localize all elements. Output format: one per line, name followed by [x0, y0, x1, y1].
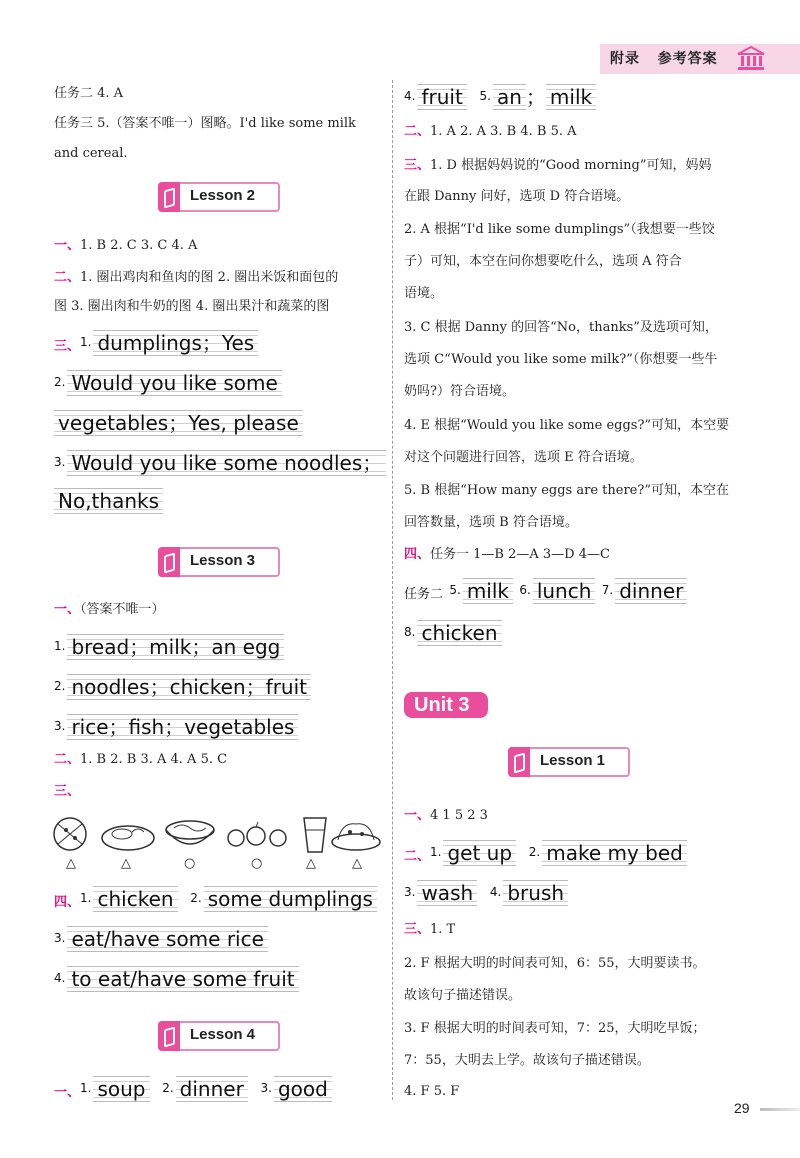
lesson4-title: Lesson 4 — [190, 1026, 256, 1043]
noodle-bowl-icon — [166, 821, 214, 844]
food-pictures — [52, 812, 382, 856]
mark-2: △ — [121, 856, 131, 871]
l3-s4-ans3: eat/have some rice — [67, 926, 267, 952]
l2-section2b: 图 3. 圈出肉和牛奶的图 4. 圈出果汁和蔬菜的图 — [54, 299, 330, 314]
section-marker: 一、 — [404, 808, 431, 823]
header-appendix: 附录 — [610, 51, 640, 67]
r-s4-task2: 任务二 $^{5.}$ milk $^{6.}$ lunch $^{7.}$ dinner — [404, 578, 687, 607]
u3-s2-ans1: get up — [443, 840, 516, 866]
u3-s3-45: 4. F 5. F — [404, 1084, 460, 1099]
l3-s4-row4: $^{4.}$ to eat/have some fruit — [54, 966, 299, 992]
r-s3-5b: 回答数量，选项 B 符合语境。 — [404, 515, 578, 530]
l3-s4-row1: 四、$^{1.}$ chicken $^{2.}$ some dumplings — [54, 886, 377, 915]
l2-s3-ans2a: Would you like some — [67, 370, 281, 396]
l3-section2: 二、1. B 2. B 3. A 4. A 5. C — [54, 752, 228, 767]
lesson-tab-icon — [158, 182, 180, 212]
lesson2-header — [158, 182, 280, 212]
lesson-tab-icon — [158, 1021, 180, 1051]
l3-s1-ans1: bread；milk；an egg — [67, 634, 284, 660]
r-s3-3c: 奶吗?）符合语境。 — [404, 384, 515, 399]
u3-section1: 一、4 1 5 2 3 — [404, 808, 488, 823]
page-number: 29 — [734, 1100, 750, 1116]
mark-3: ○ — [184, 856, 196, 871]
l3-s4-row3: $^{3.}$ eat/have some rice — [54, 926, 268, 952]
r-s3-2a: 2. A 根据“I'd like some dumplings”（我想要一些饺 — [404, 222, 715, 237]
u3-lesson1-title: Lesson 1 — [540, 752, 606, 769]
header-answers: 参考答案 — [657, 51, 718, 67]
l2-s3-item3a: $^{3.}$ Would you like some noodles； — [54, 450, 386, 476]
u3-s2-ans3: wash — [417, 880, 477, 906]
u3-s3-3a: 3. F 根据大明的时间表可知，7：25，大明吃早饭； — [404, 1021, 706, 1036]
page-number-bar — [760, 1108, 800, 1111]
r-s3-4a: 4. E 根据“Would you like some eggs?”可知，本空要 — [404, 418, 730, 433]
juice-glass-icon — [304, 818, 326, 852]
u3-s2-row1: 二、$^{1.}$ get up $^{2.}$ make my bed — [404, 840, 687, 869]
l3-s1-item2: $^{2.}$ noodles；chicken；fruit — [54, 674, 311, 700]
u3-s3-2b: 故该句子描述错误。 — [404, 988, 522, 1003]
lesson2-title: Lesson 2 — [190, 187, 256, 204]
l2-s3-item2b — [54, 410, 303, 436]
column-divider — [392, 80, 393, 1100]
l2-s3-ans2b: vegetables；Yes, please — [54, 410, 303, 436]
l2-section2a: 二、1. 圈出鸡肉和鱼肉的图 2. 圈出米饭和面包的 — [54, 270, 339, 285]
l3-s1-ans3: rice；fish；vegetables — [67, 714, 298, 740]
u3-s3-1: 三、1. T — [404, 922, 456, 937]
r-section2: 二、1. A 2. A 3. B 4. B 5. A — [404, 124, 577, 139]
mark-4: ○ — [251, 856, 263, 871]
l3-s4-ans4: to eat/have some fruit — [67, 966, 298, 992]
header-title — [610, 48, 718, 68]
fruit-icon — [228, 822, 286, 846]
r-ans5a: an — [493, 84, 526, 110]
building-icon — [736, 44, 766, 72]
lesson4-header — [158, 1021, 280, 1051]
r-s3-5a: 5. B 根据“How many eggs are there?”可知，本空在 — [404, 483, 729, 498]
pizza-icon — [54, 818, 86, 850]
u3-s2-row2: $^{3.}$ wash $^{4.}$ brush — [404, 880, 568, 906]
l3-s1-item3: $^{3.}$ rice；fish；vegetables — [54, 714, 298, 740]
left-line-2: 任务三 5.（答案不唯一）图略。I'd like some milk — [54, 116, 356, 131]
l3-s4-ans2: some dumplings — [204, 886, 377, 912]
r-s4-ans6: lunch — [533, 578, 596, 604]
l3-section3 — [54, 782, 80, 802]
left-line-3: and cereal. — [54, 146, 128, 161]
l2-s3-ans1: dumplings；Yes — [93, 330, 258, 356]
section-marker: 二、 — [404, 124, 431, 139]
salad-plate-icon — [332, 824, 380, 850]
section-marker: 二、 — [54, 752, 81, 767]
r-s3-3b: 选项 C“Would you like some milk?”（你想要一些牛 — [404, 352, 718, 367]
r-s3-2c: 语境。 — [404, 286, 444, 301]
section-marker: 四、 — [404, 547, 431, 562]
r-s3-1a: 三、1. D 根据妈妈说的“Good morning”可知，妈妈 — [404, 158, 712, 173]
left-line-1: 任务二 4. A — [54, 86, 124, 101]
l2-s3-item3b — [54, 488, 163, 514]
u3-s2-ans2: make my bed — [542, 840, 687, 866]
l3-s1-ans2: noodles；chicken；fruit — [67, 674, 311, 700]
l2-s3-item2a: $^{2.}$ Would you like some — [54, 370, 282, 396]
mark-1: △ — [66, 856, 76, 871]
r-s4-ans7: dinner — [615, 578, 687, 604]
u3-lesson1-header — [508, 747, 630, 777]
l4-s1-ans1: soup — [93, 1076, 149, 1102]
r-section4: 四、任务一 1—B 2—A 3—D 4—C — [404, 547, 610, 562]
section-marker: 一、 — [54, 602, 81, 617]
section-marker: 三、 — [54, 784, 81, 799]
unit3-title: Unit 3 — [414, 694, 470, 716]
lesson3-header — [158, 547, 280, 577]
unit3-badge — [404, 692, 488, 718]
l2-s3-ans3a: Would you like some noodles； — [67, 450, 386, 476]
r-ans5b: milk — [546, 84, 596, 110]
lesson-tab-icon — [508, 747, 530, 777]
r-ans4: fruit — [417, 84, 466, 110]
l2-s3-ans3b: No,thanks — [54, 488, 163, 514]
r-row-4-5: $^{4.}$ fruit $^{5.}$ an ； milk — [404, 84, 596, 110]
u3-s3-2a: 2. F 根据大明的时间表可知，6：55，大明要读书。 — [404, 956, 706, 971]
r-s3-1b: 在跟 Danny 问好，选项 D 符合语境。 — [404, 189, 630, 204]
section-marker: 二、 — [54, 270, 81, 285]
mark-6: △ — [352, 856, 362, 871]
l4-s1-ans3: good — [274, 1076, 332, 1102]
r-s4-ans5: milk — [463, 578, 513, 604]
u3-s2-ans4: brush — [503, 880, 568, 906]
l3-s1-item1: $^{1.}$ bread；milk；an egg — [54, 634, 284, 660]
u3-s3-3b: 7：55，大明去上学。故该句子描述错误。 — [404, 1053, 650, 1068]
r-s3-3a: 3. C 根据 Danny 的回答“No，thanks”及选项可知， — [404, 320, 718, 335]
mark-5: △ — [306, 856, 316, 871]
l4-s1-ans2: dinner — [176, 1076, 248, 1102]
l2-section1: 一、1. B 2. C 3. C 4. A — [54, 238, 198, 253]
r-s3-4b: 对这个问题进行回答，选项 E 符合语境。 — [404, 450, 643, 465]
lesson-tab-icon — [158, 547, 180, 577]
section-marker: 三、 — [404, 158, 431, 173]
lesson3-title: Lesson 3 — [190, 552, 256, 569]
r-s4-task2-label: 任务二 — [404, 587, 444, 602]
l3-section1: 一、（答案不唯一） — [54, 602, 165, 617]
r-s4-ans8: chicken — [417, 620, 501, 646]
r-s3-2b: 子）可知，本空在问你想要吃什么，选项 A 符合 — [404, 254, 682, 269]
meal-plate-icon — [102, 826, 154, 850]
l4-s1-row: 一、$^{1.}$ soup $^{2.}$ dinner $^{3.}$ good — [54, 1076, 332, 1105]
l3-s4-ans1: chicken — [93, 886, 177, 912]
r-s4-row8: $^{8.}$ chicken — [404, 620, 502, 646]
section-marker: 三、 — [404, 922, 431, 937]
l2-s3-item1: 三、$^{1.}$ dumplings；Yes — [54, 330, 258, 359]
section-marker: 一、 — [54, 238, 81, 253]
